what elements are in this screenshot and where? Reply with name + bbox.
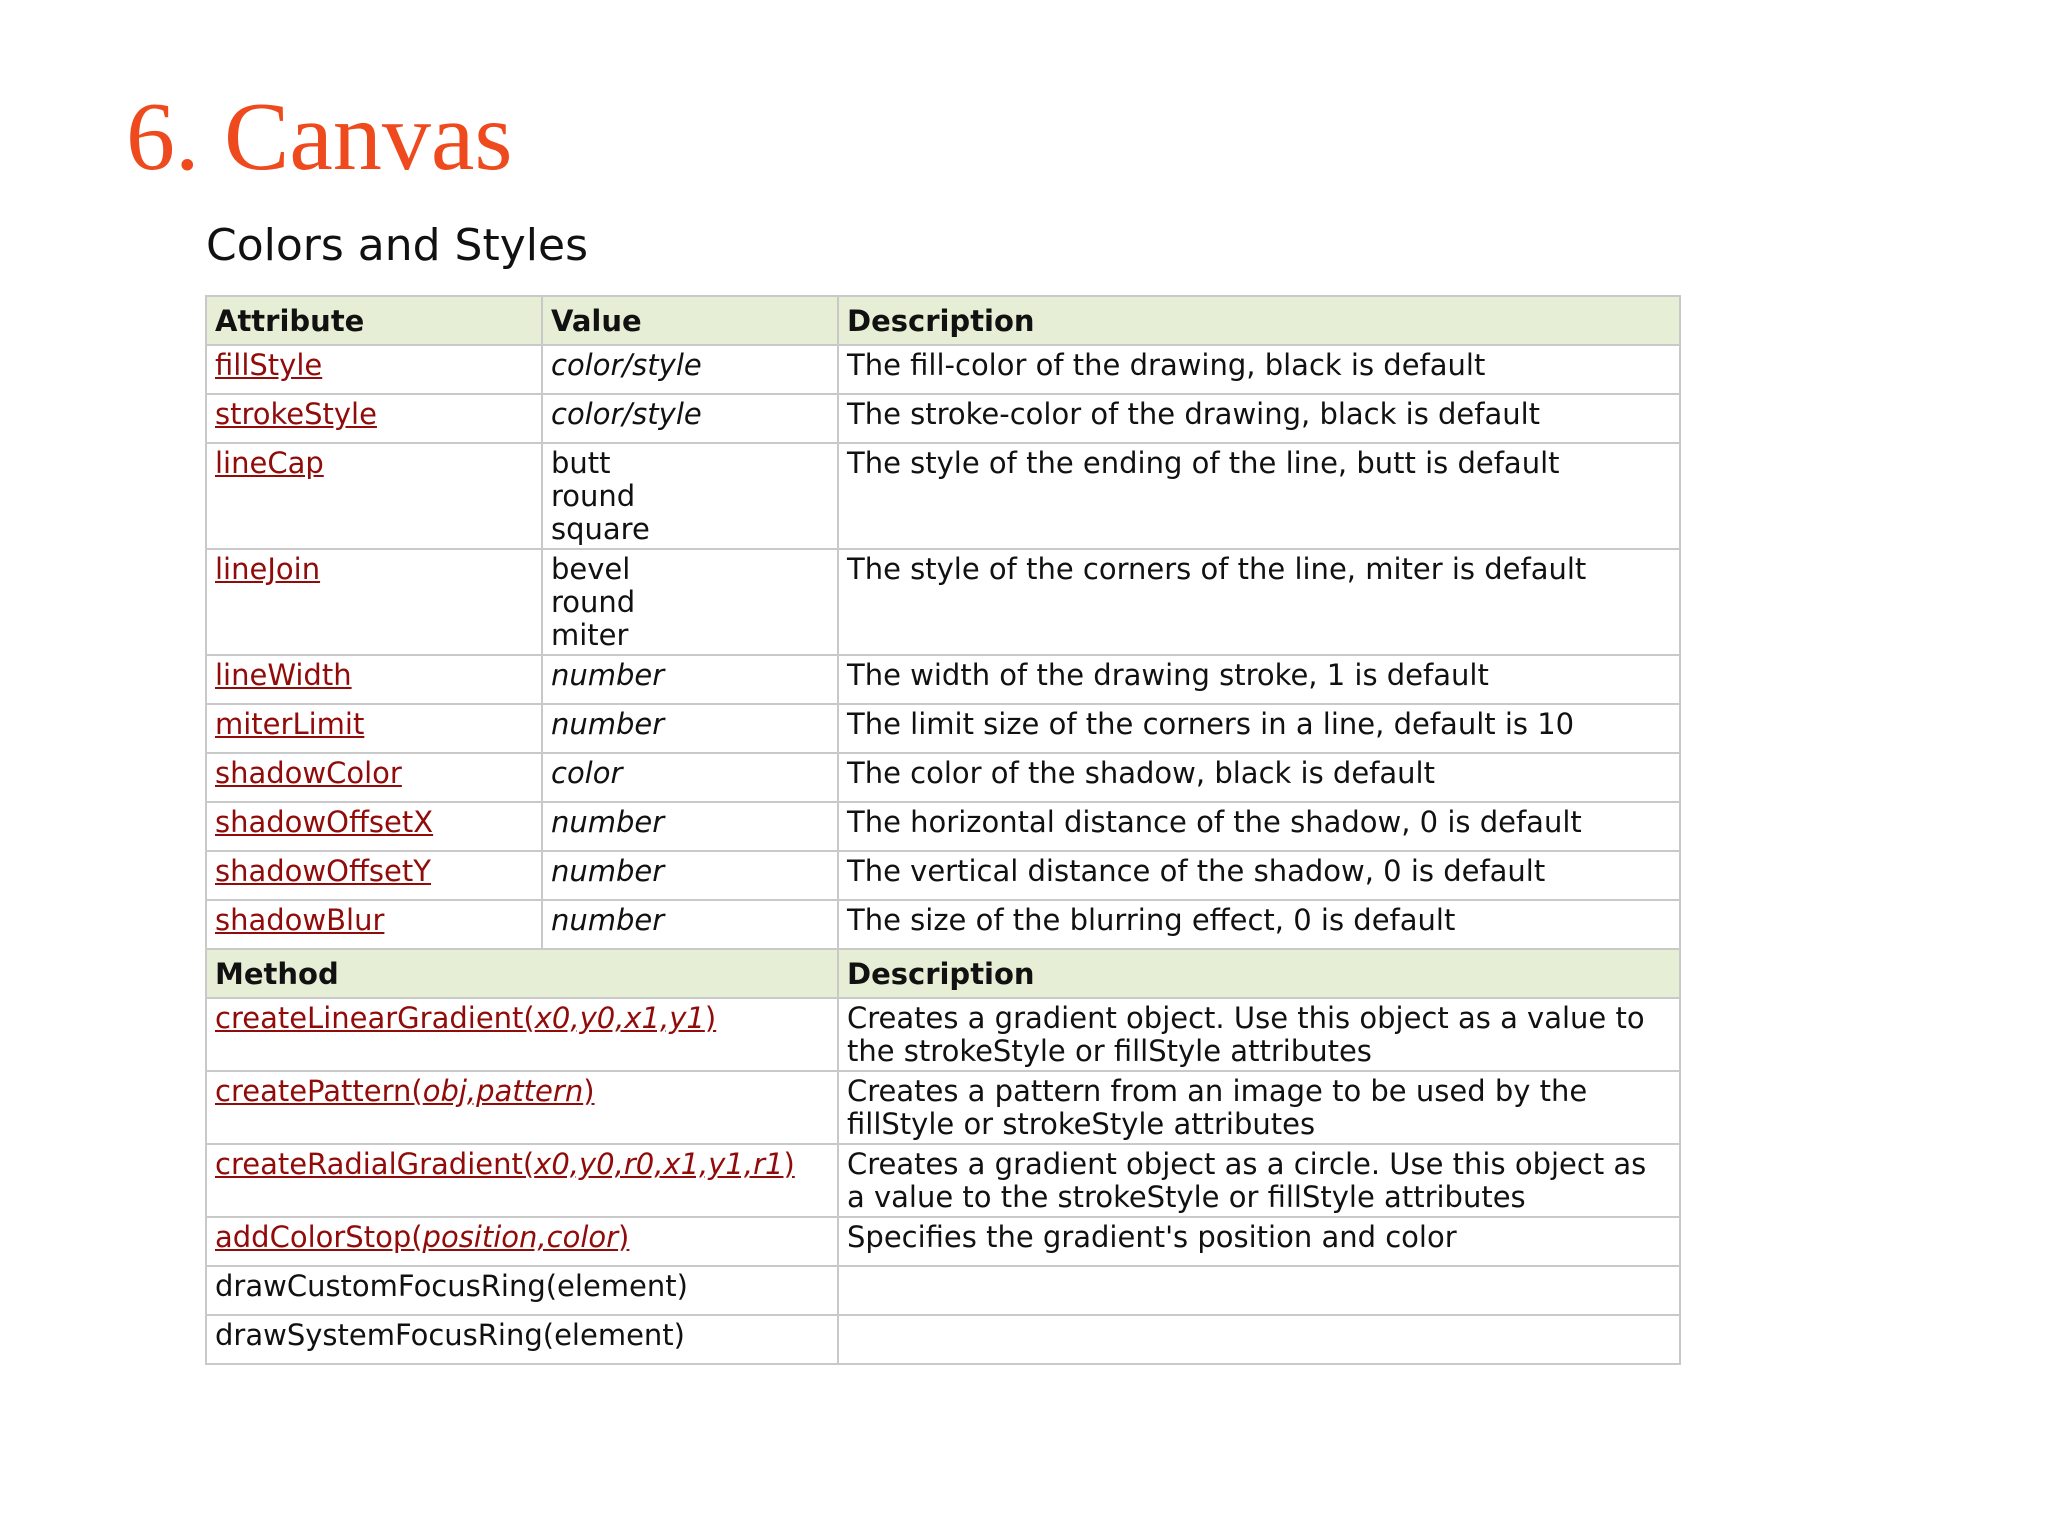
table-row [206,900,1680,949]
attribute-link[interactable]: shadowOffsetY [215,854,431,888]
description-cell: The width of the drawing stroke, 1 is default [838,655,1680,704]
value-cell: color/style [542,345,838,394]
table-row [206,443,1680,549]
method-close-paren: ) [618,1220,630,1254]
attribute-cell [206,753,542,802]
method-name: createLinearGradient( [215,1001,535,1035]
description-cell: The vertical distance of the shadow, 0 is default [838,851,1680,900]
description-cell: The fill-color of the drawing, black is default [838,345,1680,394]
description-cell: Creates a pattern from an image to be used by the fillStyle or strokeStyle attributes [838,1071,1680,1144]
value-cell: bevel round miter [542,549,838,655]
table-row [206,549,1680,655]
section-heading: Colors and Styles [206,220,588,271]
header-attribute: Attribute [206,296,542,345]
attribute-cell [206,802,542,851]
table-row [206,704,1680,753]
method-name: createPattern( [215,1074,423,1108]
attribute-cell [206,345,542,394]
attribute-cell [206,900,542,949]
attribute-header-row [206,296,1680,345]
attribute-link[interactable]: shadowOffsetX [215,805,434,839]
value-cell: color/style [542,394,838,443]
description-cell: Specifies the gradient's position and color [838,1217,1680,1266]
value-cell: number [542,802,838,851]
value-cell: number [542,655,838,704]
table-row [206,394,1680,443]
description-cell: The stroke-color of the drawing, black is default [838,394,1680,443]
description-cell: The horizontal distance of the shadow, 0 is default [838,802,1680,851]
method-cell [206,1071,838,1144]
canvas-reference-table [205,295,1681,1365]
method-cell [206,1144,838,1217]
method-params: x0,y0,r0,x1,y1,r1 [534,1147,784,1181]
description-cell [838,1266,1680,1315]
attribute-link[interactable]: shadowBlur [215,903,385,937]
method-cell [206,1266,838,1315]
attribute-link[interactable]: miterLimit [215,707,365,741]
value-cell: number [542,900,838,949]
attribute-cell [206,704,542,753]
method-name: createRadialGradient( [215,1147,535,1181]
attribute-link[interactable]: shadowColor [215,756,402,790]
table-row [206,655,1680,704]
attribute-link[interactable]: fillStyle [215,348,323,382]
attribute-cell [206,549,542,655]
description-cell: Creates a gradient object. Use this object as a value to the strokeStyle or fillStyle attributes [838,998,1680,1071]
slide-title: 6. Canvas [126,83,513,191]
method-name: drawCustomFocusRing(element) [215,1269,688,1303]
attribute-cell [206,655,542,704]
attribute-cell [206,443,542,549]
attribute-link[interactable]: lineJoin [215,552,321,586]
table-row [206,1315,1680,1364]
header-description: Description [838,296,1680,345]
method-name: addColorStop( [215,1220,423,1254]
table-row [206,345,1680,394]
method-link[interactable] [215,1220,629,1254]
description-cell: Creates a gradient object as a circle. Use this object as a value to the strokeStyle or fillStyle attributes [838,1144,1680,1217]
header-method-description: Description [838,949,1680,998]
attribute-cell [206,851,542,900]
header-value: Value [542,296,838,345]
table-row [206,1266,1680,1315]
table-row [206,753,1680,802]
table-row [206,998,1680,1071]
method-close-paren: ) [704,1001,717,1035]
method-cell [206,1315,838,1364]
value-cell: number [542,704,838,753]
method-cell [206,1217,838,1266]
table-row [206,802,1680,851]
value-cell: number [542,851,838,900]
attribute-cell [206,394,542,443]
method-link[interactable] [215,1001,716,1035]
description-cell: The limit size of the corners in a line, default is 10 [838,704,1680,753]
table-row [206,1071,1680,1144]
description-cell: The size of the blurring effect, 0 is default [838,900,1680,949]
attribute-link[interactable]: lineCap [215,446,324,480]
description-cell [838,1315,1680,1364]
description-cell: The color of the shadow, black is default [838,753,1680,802]
method-name: drawSystemFocusRing(element) [215,1318,685,1352]
table-row [206,1217,1680,1266]
table-row [206,1144,1680,1217]
method-close-paren: ) [783,1147,795,1181]
description-cell: The style of the ending of the line, butt is default [838,443,1680,549]
value-cell: color [542,753,838,802]
value-cell: butt round square [542,443,838,549]
header-method: Method [206,949,838,998]
method-link[interactable] [215,1147,795,1181]
method-header-row [206,949,1680,998]
table-row [206,851,1680,900]
method-params: obj,pattern [422,1074,584,1108]
method-cell [206,998,838,1071]
method-close-paren: ) [583,1074,595,1108]
method-link[interactable] [215,1074,595,1108]
method-params: x0,y0,x1,y1 [534,1001,705,1035]
attribute-link[interactable]: strokeStyle [215,397,377,431]
description-cell: The style of the corners of the line, miter is default [838,549,1680,655]
attribute-link[interactable]: lineWidth [215,658,352,692]
method-params: position,color [422,1220,619,1254]
